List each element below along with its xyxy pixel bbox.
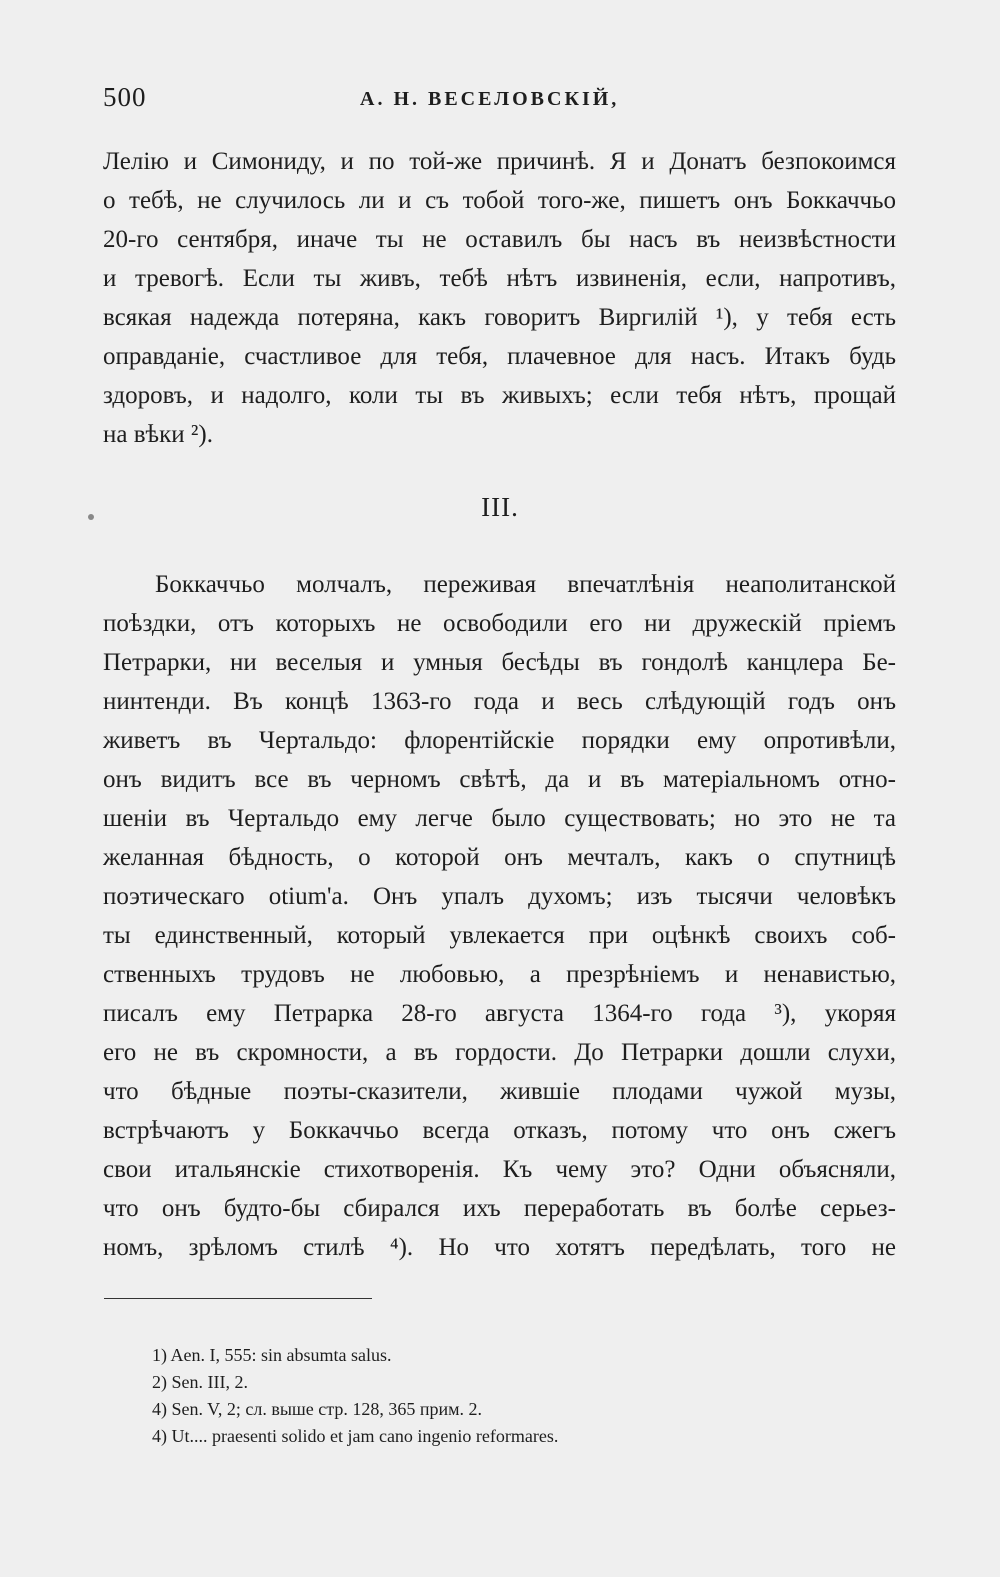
- text-line: всякая надежда потеряна, какъ говоритъ Виргилій ¹), у тебя есть: [103, 304, 896, 331]
- text-line: свои итальянскіе стихотворенія. Къ чему это? Одни объясняли,: [103, 1156, 896, 1183]
- text-line: Боккаччьо молчалъ, переживая впечатлѣнія неаполитанской: [155, 571, 896, 598]
- text-line: здоровъ, и надолго, коли ты въ живыхъ; если тебя нѣтъ, прощай: [103, 382, 896, 409]
- text-line: писалъ ему Петрарка 28-го августа 1364-го года ³), укоряя: [103, 1000, 896, 1027]
- section-heading: III.: [481, 492, 519, 522]
- text-line: поэтическаго otium'а. Онъ упалъ духомъ; изъ тысячи человѣкъ: [103, 883, 896, 910]
- text-line: что бѣдные поэты-сказители, жившіе плодами чужой музы,: [103, 1078, 896, 1105]
- text-line: 20-го сентября, иначе ты не оставилъ бы насъ въ неизвѣстности: [103, 226, 896, 253]
- text-line: номъ, зрѣломъ стилѣ ⁴). Но что хотятъ передѣлать, того не: [103, 1234, 896, 1261]
- text-line: оправданіе, счастливое для тебя, плачевное для насъ. Итакъ будь: [103, 343, 896, 370]
- text-line: и тревогѣ. Если ты живъ, тебѣ нѣтъ извиненія, если, напротивъ,: [103, 265, 896, 292]
- text-line: на вѣки ²).: [103, 421, 213, 448]
- text-line: живетъ въ Чертальдо: флорентійскіе порядки ему опротивѣли,: [103, 727, 896, 754]
- text-line: поѣздки, отъ которыхъ не освободили его ни дружескій пріемъ: [103, 610, 896, 637]
- footnote: 2) Sen. III, 2.: [152, 1372, 248, 1392]
- text-line: встрѣчаютъ у Боккаччьо всегда отказъ, потому что онъ сжегъ: [103, 1117, 896, 1144]
- footnote: 4) Sen. V, 2; сл. выше стр. 128, 365 прим. 2.: [152, 1399, 482, 1419]
- text-line: что онъ будто-бы сбирался ихъ переработать въ болѣе серьез-: [103, 1195, 896, 1222]
- text-line: шеніи въ Чертальдо ему легче было существовать; но это не та: [103, 805, 896, 832]
- page-number: 500: [103, 82, 147, 112]
- text-line: онъ видитъ все въ черномъ свѣтѣ, да и въ матеріальномъ отно-: [103, 766, 896, 793]
- footnote: 4) Ut.... praesenti solido et jam cano ingenio reformares.: [152, 1426, 559, 1446]
- text-line: о тебѣ, не случилось ли и съ тобой того-же, пишетъ онъ Боккаччьо: [103, 187, 896, 214]
- running-head: А. Н. ВЕСЕЛОВСКІЙ,: [360, 88, 620, 110]
- text-line: желанная бѣдность, о которой онъ мечталъ, какъ о спутницѣ: [103, 844, 896, 871]
- footnote-rule: [104, 1298, 372, 1299]
- text-line: нинтенди. Въ концѣ 1363-го года и весь слѣдующій годъ онъ: [103, 688, 896, 715]
- text-line: ты единственный, который увлекается при оцѣнкѣ своихъ соб-: [103, 922, 896, 949]
- footnote: 1) Aen. I, 555: sin absumta salus.: [152, 1345, 392, 1365]
- text-line: Петрарки, ни веселыя и умныя бесѣды въ гондолѣ канцлера Бе-: [103, 649, 896, 676]
- text-line: Лелію и Симониду, и по той-же причинѣ. Я и Донатъ безпокоимся: [103, 148, 896, 175]
- text-line: ственныхъ трудовъ не любовью, а презрѣніемъ и ненавистью,: [103, 961, 896, 988]
- text-line: его не въ скромности, а въ гордости. До Петрарки дошли слухи,: [103, 1039, 896, 1066]
